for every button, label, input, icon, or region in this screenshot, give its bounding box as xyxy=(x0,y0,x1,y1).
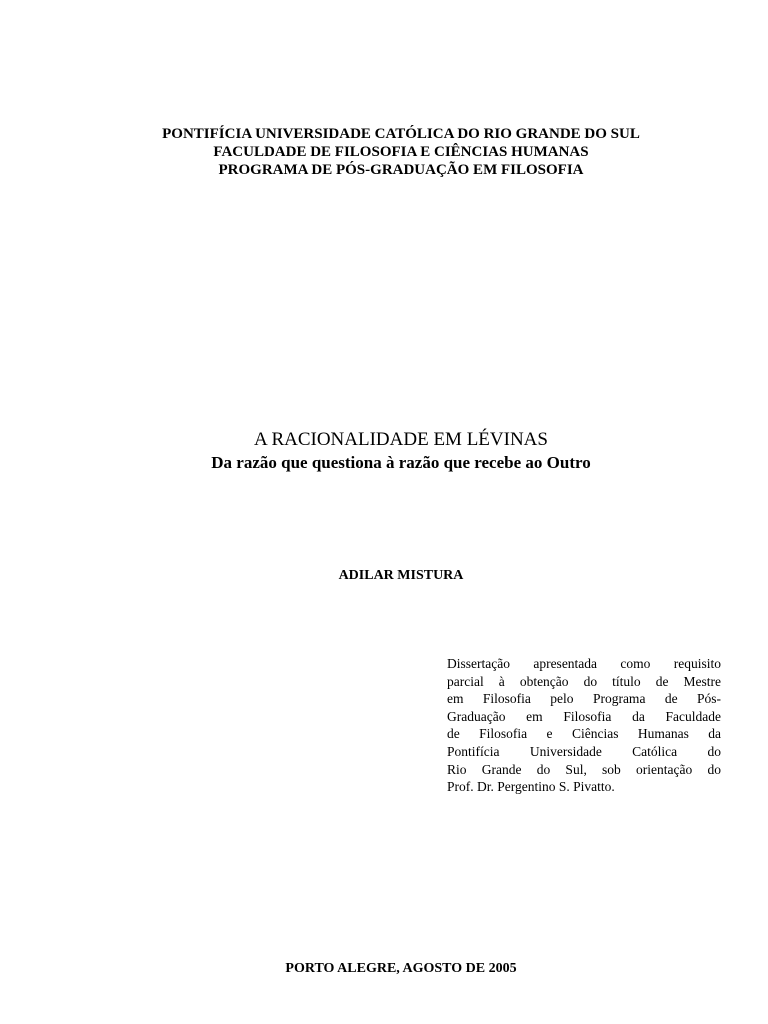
place-and-date: PORTO ALEGRE, AGOSTO DE 2005 xyxy=(285,961,517,976)
university-name: PONTIFÍCIA UNIVERSIDADE CATÓLICA DO RIO GRANDE DO SUL xyxy=(162,126,640,142)
note-line: de Filosofia e Ciências Humanas da xyxy=(447,726,721,742)
document-title: A RACIONALIDADE EM LÉVINAS xyxy=(254,429,548,450)
dissertation-note xyxy=(447,655,721,796)
note-line: Prof. Dr. Pergentino S. Pivatto. xyxy=(447,779,615,795)
note-line: Graduação em Filosofia da Faculdade xyxy=(447,708,721,724)
title-block xyxy=(0,428,768,474)
faculty-name: FACULDADE DE FILOSOFIA E CIÊNCIAS HUMANAS xyxy=(213,144,589,160)
author-name: ADILAR MISTURA xyxy=(338,568,464,583)
note-line: Dissertação apresentada como requisito xyxy=(447,656,721,671)
institution-header xyxy=(0,125,768,179)
program-name: PROGRAMA DE PÓS-GRADUAÇÃO EM FILOSOFIA xyxy=(218,162,584,178)
note-line: Pontifícia Universidade Católica do xyxy=(447,743,721,759)
note-line: parcial à obtenção do título de Mestre xyxy=(447,673,721,689)
document-subtitle: Da razão que questiona à razão que recebe ao Outro xyxy=(211,453,591,472)
note-line: em Filosofia pelo Programa de Pós- xyxy=(447,691,721,707)
note-line: Rio Grande do Sul, sob orientação do xyxy=(447,761,721,777)
